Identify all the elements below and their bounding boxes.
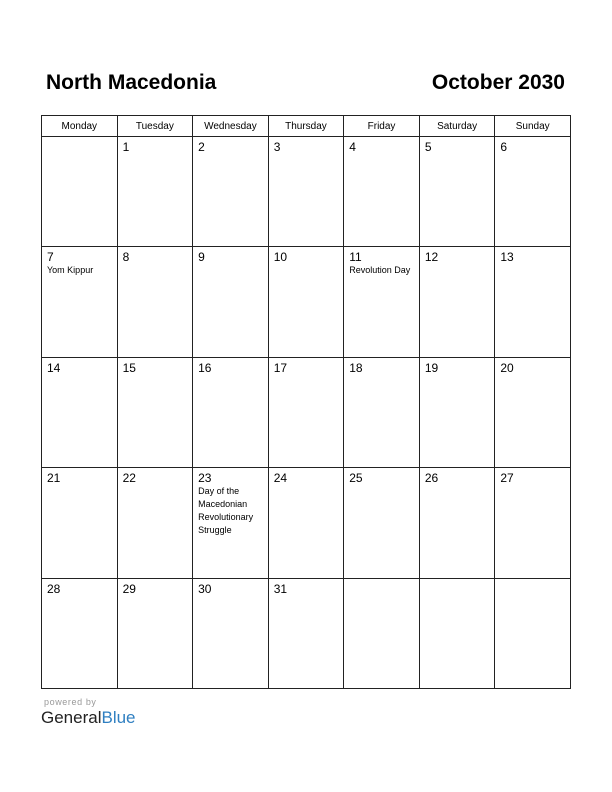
day-cell	[193, 137, 269, 247]
day-cell	[193, 578, 269, 688]
day-cell	[42, 578, 118, 688]
day-cell	[344, 468, 420, 578]
day-number: 28	[47, 581, 61, 596]
day-number	[42, 137, 117, 140]
day-cell	[42, 357, 118, 467]
day-number: 29	[122, 581, 136, 596]
weekday-tuesday: Tuesday	[117, 116, 193, 137]
brand-part-blue: Blue	[101, 708, 136, 727]
day-cell	[193, 247, 269, 357]
weekday-sunday: Sunday	[495, 116, 571, 137]
day-cell	[117, 578, 193, 688]
brand-part-general: General	[41, 708, 102, 727]
day-number: 17	[273, 360, 288, 375]
day-number: 16	[198, 360, 212, 375]
weekday-friday: Friday	[344, 116, 420, 137]
day-number: 4	[349, 140, 356, 154]
day-number: 24	[273, 471, 288, 486]
day-number: 22	[122, 471, 136, 486]
day-number	[344, 579, 419, 582]
day-number: 5	[424, 140, 432, 154]
day-number	[495, 579, 570, 582]
generalblue-logo	[41, 708, 136, 728]
day-cell	[419, 137, 495, 247]
day-number: 18	[349, 360, 363, 375]
week-row	[42, 247, 571, 357]
day-cell	[344, 247, 420, 357]
day-cell	[495, 578, 571, 688]
day-number: 21	[47, 471, 61, 486]
day-cell	[117, 468, 193, 578]
day-cell	[42, 137, 118, 247]
week-row	[42, 137, 571, 247]
day-cell	[495, 137, 571, 247]
day-cell	[495, 468, 571, 578]
day-number: 9	[198, 250, 205, 265]
weekday-saturday: Saturday	[419, 116, 495, 137]
day-number: 10	[273, 250, 288, 265]
day-cell	[344, 137, 420, 247]
day-cell	[42, 247, 118, 357]
week-row	[42, 578, 571, 688]
holiday-label: Revolution Day	[349, 265, 411, 276]
day-cell	[268, 468, 344, 578]
day-cell	[268, 578, 344, 688]
day-number: 30	[198, 581, 212, 596]
day-number	[420, 579, 495, 582]
day-number: 6	[500, 140, 508, 154]
day-number: 23	[198, 471, 212, 486]
day-number: 13	[500, 250, 514, 265]
day-cell	[193, 468, 269, 578]
day-number: 20	[500, 360, 514, 375]
day-cell	[268, 247, 344, 357]
weekday-monday: Monday	[42, 116, 118, 137]
day-number: 19	[424, 360, 439, 375]
day-number: 11	[349, 250, 362, 265]
day-cell	[495, 247, 571, 357]
day-cell	[268, 357, 344, 467]
holiday-label: Yom Kippur	[47, 265, 94, 276]
day-cell	[117, 247, 193, 357]
day-number: 27	[500, 471, 514, 486]
day-cell	[117, 357, 193, 467]
month-year-title: October 2030	[431, 71, 565, 94]
powered-by-label: powered by	[44, 697, 97, 707]
day-number: 26	[424, 471, 439, 486]
week-row	[42, 357, 571, 467]
day-number: 3	[273, 140, 281, 154]
day-number: 15	[122, 360, 136, 375]
day-cell	[42, 468, 118, 578]
holiday-label: Day of the Macedonian Revolutionary Struggle	[198, 486, 254, 536]
day-cell	[419, 578, 495, 688]
day-cell	[117, 137, 193, 247]
weekday-header-row	[42, 116, 571, 137]
day-cell	[495, 357, 571, 467]
week-row	[42, 468, 571, 578]
day-cell	[193, 357, 269, 467]
day-number: 12	[424, 250, 439, 265]
country-title: North Macedonia	[46, 71, 217, 94]
day-cell	[344, 578, 420, 688]
day-cell	[268, 137, 344, 247]
weekday-thursday: Thursday	[268, 116, 344, 137]
day-number: 2	[198, 140, 205, 154]
day-number: 14	[47, 360, 61, 375]
day-cell	[344, 357, 420, 467]
day-number: 1	[122, 140, 130, 154]
calendar-grid	[41, 115, 571, 689]
day-number: 8	[122, 250, 130, 265]
day-cell	[419, 468, 495, 578]
day-cell	[419, 247, 495, 357]
weekday-wednesday: Wednesday	[193, 116, 269, 137]
day-number: 7	[47, 250, 54, 265]
day-number: 31	[273, 581, 288, 596]
day-cell	[419, 357, 495, 467]
day-number: 25	[349, 471, 363, 486]
